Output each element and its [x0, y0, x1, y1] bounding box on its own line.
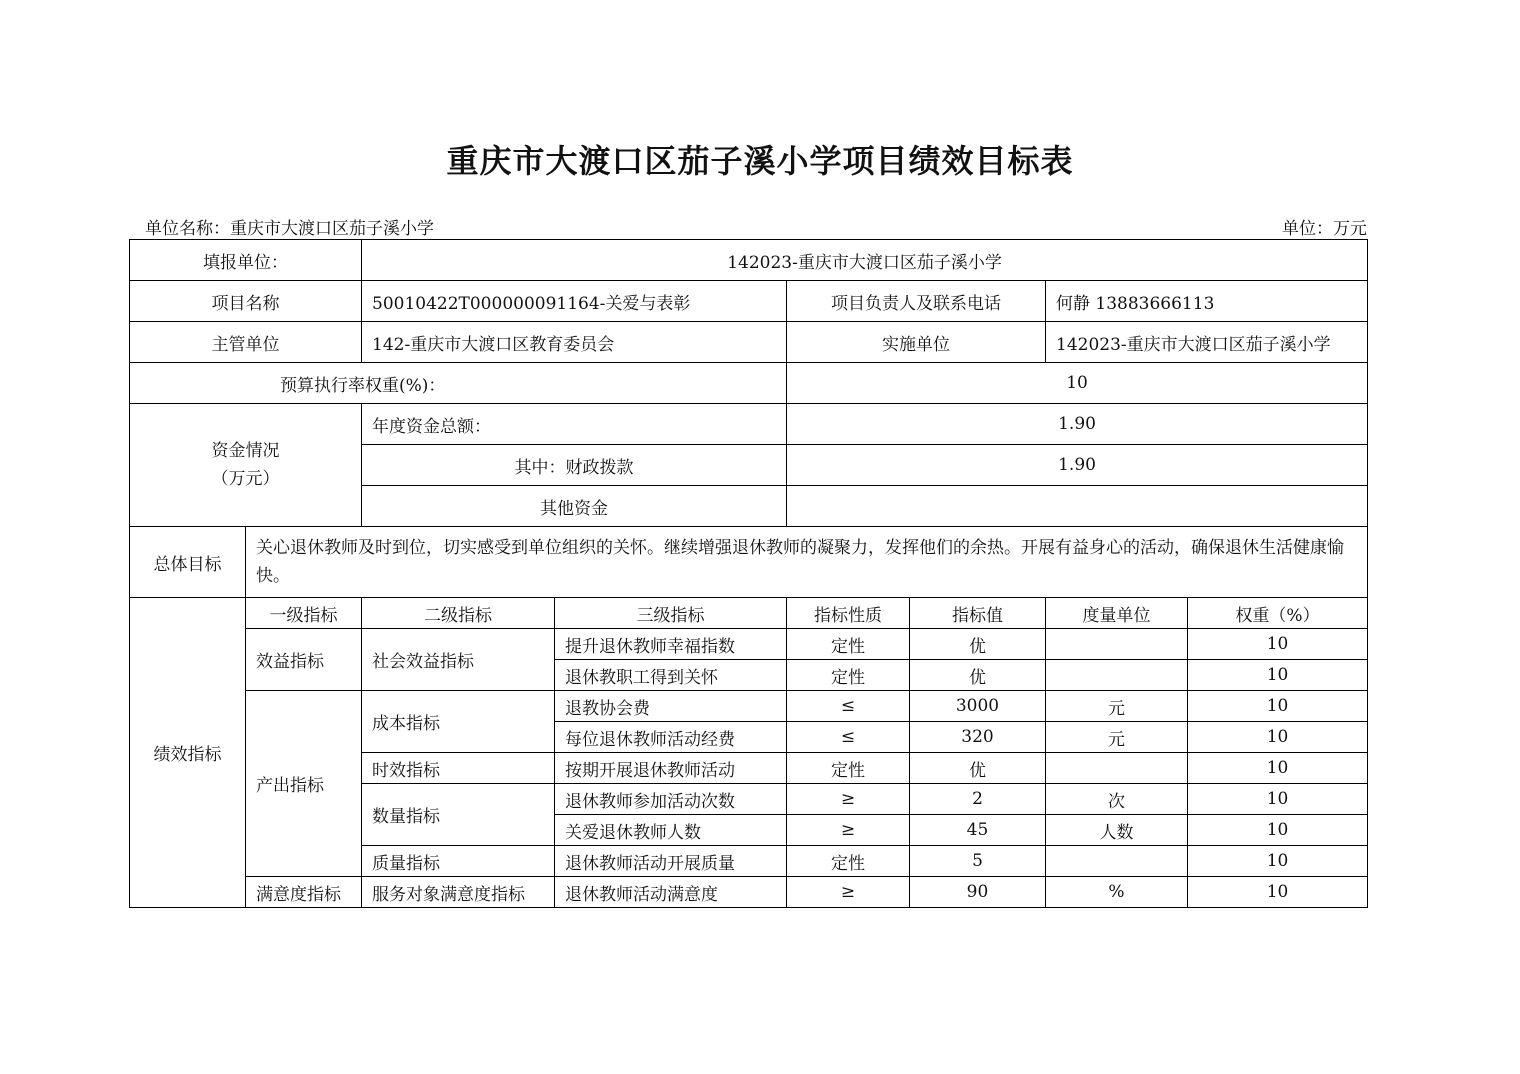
indicator-name: 提升退休教师幸福指数 [555, 629, 787, 660]
indicator-weight: 10 [1188, 660, 1368, 691]
fiscal-funds-value: 1.90 [787, 445, 1368, 486]
indicator-weight: 10 [1188, 629, 1368, 660]
indicator-name: 每位退休教师活动经费 [555, 722, 787, 753]
level2-quality: 质量指标 [362, 846, 555, 877]
indicator-unit: 元 [1046, 691, 1188, 722]
indicator-name: 退休教师活动开展质量 [555, 846, 787, 877]
indicator-value: 优 [910, 660, 1046, 691]
indicator-nature: ≤ [787, 691, 910, 722]
annual-funds-label: 年度资金总额： [362, 404, 787, 445]
supervisor-value: 142-重庆市大渡口区教育委员会 [362, 322, 787, 363]
table-row [130, 629, 1368, 660]
header-level1: 一级指标 [246, 598, 362, 629]
impl-unit-value: 142023-重庆市大渡口区茄子溪小学 [1046, 322, 1368, 363]
indicator-unit: 人数 [1046, 815, 1188, 846]
indicator-name: 退教协会费 [555, 691, 787, 722]
indicator-name: 退休教师参加活动次数 [555, 784, 787, 815]
annual-funds-value: 1.90 [787, 404, 1368, 445]
indicator-value: 优 [910, 753, 1046, 784]
indicator-nature: 定性 [787, 629, 910, 660]
overall-goal-label: 总体目标 [130, 527, 246, 598]
level2-quantity: 数量指标 [362, 784, 555, 846]
project-manager-label: 项目负责人及联系电话 [787, 281, 1046, 322]
indicator-unit [1046, 753, 1188, 784]
budget-weight-value: 10 [787, 363, 1368, 404]
indicator-value: 5 [910, 846, 1046, 877]
other-funds-value [787, 486, 1368, 527]
currency-unit-label: 单位：万元 [1282, 219, 1367, 239]
level1-benefit: 效益指标 [246, 629, 362, 691]
indicator-unit [1046, 846, 1188, 877]
level1-output: 产出指标 [246, 691, 362, 877]
overall-goal-text: 关心退休教师及时到位，切实感受到单位组织的关怀。继续增强退休教师的凝聚力，发挥他们的余热。开展有益身心的活动，确保退休生活健康愉快。 [246, 527, 1368, 598]
indicator-weight: 10 [1188, 691, 1368, 722]
funds-label-line1: 资金情况 [211, 441, 280, 461]
indicator-weight: 10 [1188, 846, 1368, 877]
fill-unit-value: 142023-重庆市大渡口区茄子溪小学 [362, 240, 1368, 281]
level2-service: 服务对象满意度指标 [362, 877, 555, 908]
header-nature: 指标性质 [787, 598, 910, 629]
fiscal-funds-label: 其中：财政拨款 [362, 445, 787, 486]
other-funds-label: 其他资金 [362, 486, 787, 527]
indicator-nature: 定性 [787, 846, 910, 877]
table-row [130, 877, 1368, 908]
header-unit: 度量单位 [1046, 598, 1188, 629]
indicator-name: 关爱退休教师人数 [555, 815, 787, 846]
funds-label-line2: （万元） [211, 469, 280, 489]
indicator-nature: ≥ [787, 877, 910, 908]
level2-time: 时效指标 [362, 753, 555, 784]
indicator-value: 90 [910, 877, 1046, 908]
supervisor-label: 主管单位 [130, 322, 362, 363]
indicator-weight: 10 [1188, 722, 1368, 753]
header-level3: 三级指标 [555, 598, 787, 629]
table-row [130, 691, 1368, 722]
indicator-unit [1046, 629, 1188, 660]
header-level2: 二级指标 [362, 598, 555, 629]
indicator-nature: 定性 [787, 753, 910, 784]
indicator-name: 按期开展退休教师活动 [555, 753, 787, 784]
level2-cost: 成本指标 [362, 691, 555, 753]
indicator-weight: 10 [1188, 784, 1368, 815]
indicator-nature: ≤ [787, 722, 910, 753]
indicator-weight: 10 [1188, 753, 1368, 784]
indicator-name: 退休教师活动满意度 [555, 877, 787, 908]
header-weight: 权重（%） [1188, 598, 1368, 629]
indicator-unit: 元 [1046, 722, 1188, 753]
indicator-value: 3000 [910, 691, 1046, 722]
page-title: 重庆市大渡口区茄子溪小学项目绩效目标表 [446, 142, 1074, 180]
perf-indicators-label: 绩效指标 [130, 598, 246, 908]
indicator-nature: 定性 [787, 660, 910, 691]
impl-unit-label: 实施单位 [787, 322, 1046, 363]
indicator-nature: ≥ [787, 784, 910, 815]
indicator-value: 优 [910, 629, 1046, 660]
project-name-value: 50010422T000000091164-关爱与表彰 [362, 281, 787, 322]
indicator-weight: 10 [1188, 877, 1368, 908]
indicator-name: 退休教职工得到关怀 [555, 660, 787, 691]
indicator-unit: % [1046, 877, 1188, 908]
indicator-nature: ≥ [787, 815, 910, 846]
fill-unit-label: 填报单位： [130, 240, 362, 281]
unit-name-label: 单位名称：重庆市大渡口区茄子溪小学 [145, 219, 434, 239]
performance-target-table [129, 239, 1368, 908]
project-name-label: 项目名称 [130, 281, 362, 322]
project-manager-value: 何静 13883666113 [1046, 281, 1368, 322]
level1-satisfaction: 满意度指标 [246, 877, 362, 908]
indicator-value: 320 [910, 722, 1046, 753]
indicator-value: 2 [910, 784, 1046, 815]
header-value: 指标值 [910, 598, 1046, 629]
indicator-value: 45 [910, 815, 1046, 846]
indicator-unit [1046, 660, 1188, 691]
indicator-weight: 10 [1188, 815, 1368, 846]
level2-social: 社会效益指标 [362, 629, 555, 691]
budget-weight-label: 预算执行率权重(%)： [130, 363, 787, 404]
indicator-unit: 次 [1046, 784, 1188, 815]
funds-label [130, 404, 362, 527]
